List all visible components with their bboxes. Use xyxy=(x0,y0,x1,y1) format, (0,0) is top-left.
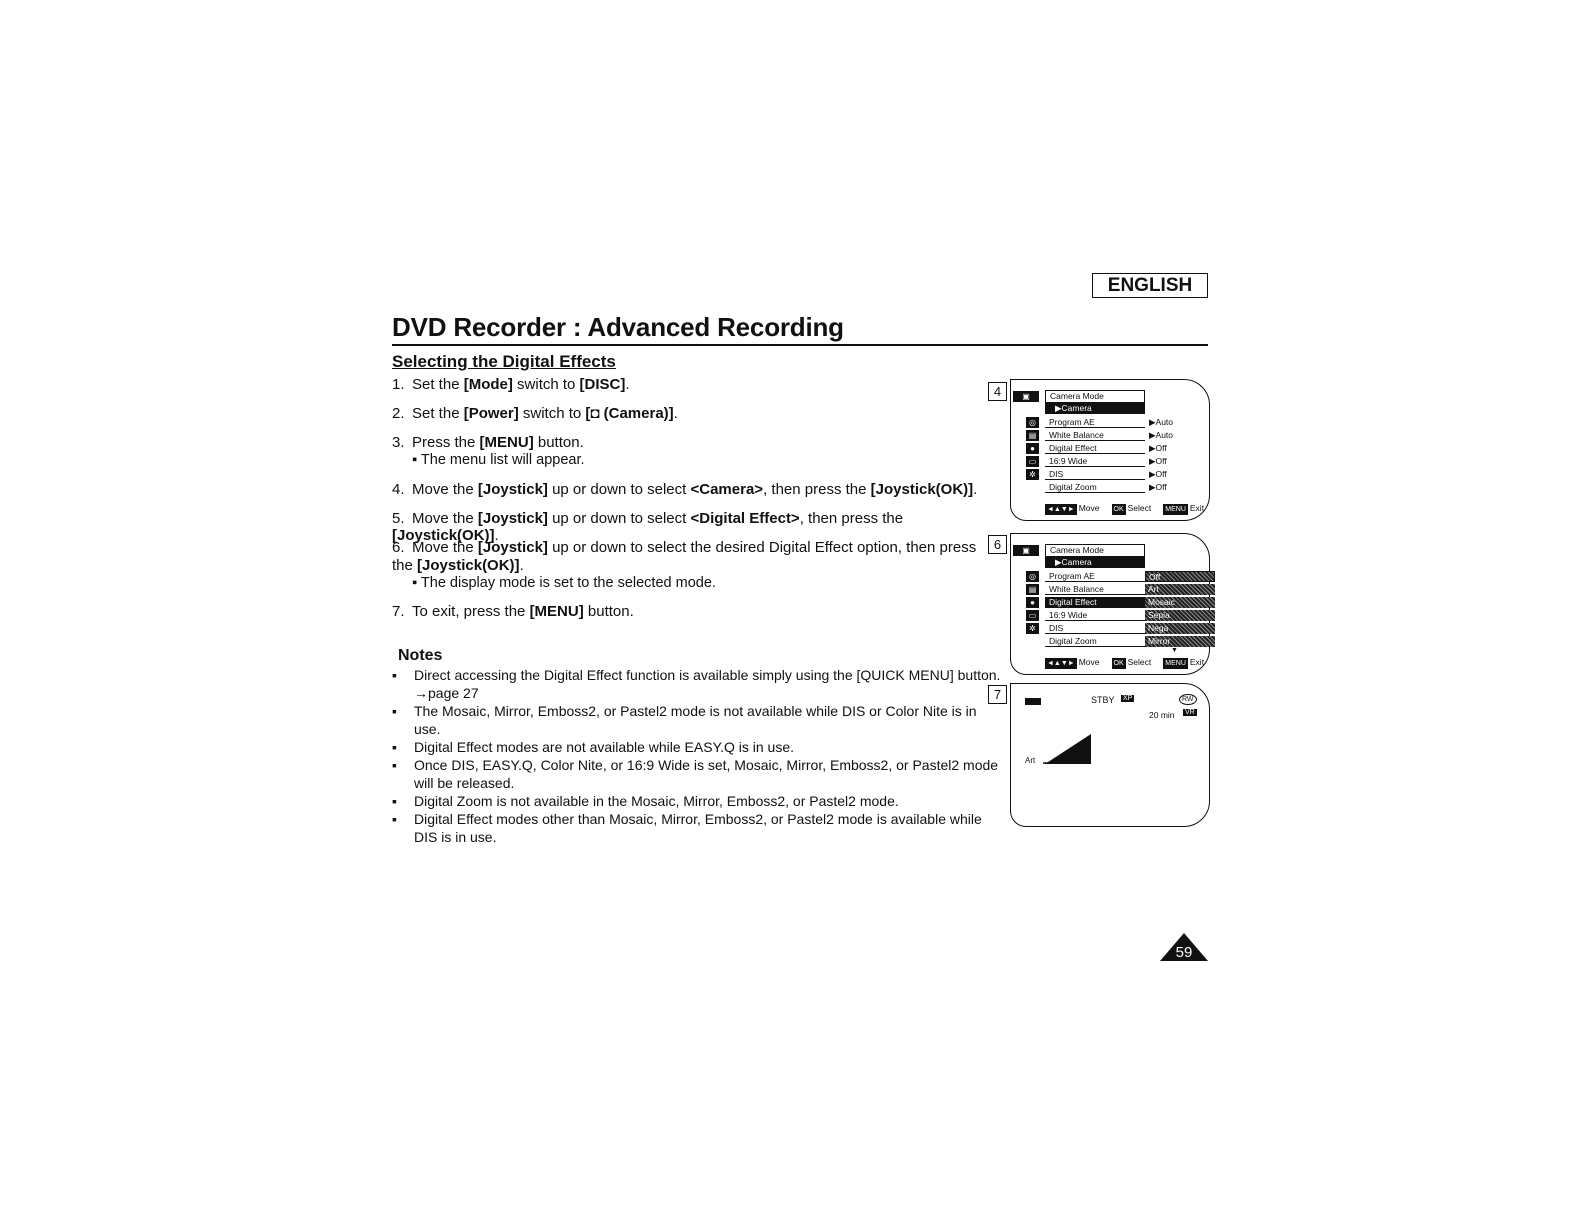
battery-icon xyxy=(1025,698,1041,705)
quality-badge: XP xyxy=(1123,695,1133,702)
menu-item: Digital Zoom xyxy=(1045,482,1145,493)
effect-indicator: Art xyxy=(1025,756,1036,765)
menu-item-value: ▶Off xyxy=(1149,456,1167,466)
vr-mode-badge: VR xyxy=(1185,709,1195,716)
menu-footer: ◄▲▼► Move OK Select MENU Exit xyxy=(1047,503,1205,513)
menu-item-value: ▶Auto xyxy=(1149,430,1174,440)
step-1: 1. Set the [Mode] switch to [DISC]. xyxy=(392,376,630,393)
menu-item: 16:9 Wide xyxy=(1045,456,1145,467)
program-ae-icon: ◎ xyxy=(1026,571,1039,582)
menu-item: DIS xyxy=(1045,469,1145,480)
menu-item: 16:9 Wide xyxy=(1045,610,1145,621)
step-6-subnote: ▪ The display mode is set to the selected mode. xyxy=(412,575,716,591)
step-3-subnote: ▪ The menu list will appear. xyxy=(412,452,585,468)
menu-item: DIS xyxy=(1045,623,1145,634)
step-7: 7. To exit, press the [MENU] button. xyxy=(392,603,634,620)
menu-item: Digital Zoom xyxy=(1045,636,1145,647)
effect-option: Sepia xyxy=(1145,610,1215,621)
pointer-arrow-icon xyxy=(1033,732,1093,772)
note-item: ▪ Digital Zoom is not available in the Mosaic, Mirror, Emboss2, or Pastel2 mode. xyxy=(392,793,899,809)
menu-item-value: ▶Off xyxy=(1149,482,1167,492)
wide-icon: ▭ xyxy=(1026,456,1039,467)
effect-option: Off xyxy=(1145,571,1215,582)
figure-4-label: 4 xyxy=(988,382,1007,401)
title-divider xyxy=(392,344,1208,346)
effect-option: Mirror xyxy=(1145,636,1215,647)
menu-item-value: ▶Off xyxy=(1149,443,1167,453)
white-balance-icon: ▤ xyxy=(1026,430,1039,441)
figure-6-label: 6 xyxy=(988,535,1007,554)
step-4: 4. Move the [Joystick] up or down to select <Camera>, then press the [Joystick(OK)]. xyxy=(392,481,978,498)
ok-key-icon: OK xyxy=(1113,506,1124,513)
menu-item: White Balance xyxy=(1045,584,1145,595)
scroll-down-icon: ▼ xyxy=(1171,647,1178,654)
menu-title: Camera Mode xyxy=(1045,544,1145,557)
menu-item-value: ▶Off xyxy=(1149,469,1167,479)
menu-footer: ◄▲▼► Move OK Select MENU Exit xyxy=(1047,657,1205,667)
menu-key-icon: MENU xyxy=(1165,506,1186,513)
figure-6-menu-screen xyxy=(1010,533,1210,675)
move-key-icon: ◄▲▼► xyxy=(1047,660,1075,667)
effect-option: Nega xyxy=(1145,623,1215,634)
move-key-icon: ◄▲▼► xyxy=(1047,506,1075,513)
step-3: 3. Press the [MENU] button. xyxy=(392,434,584,451)
camera-mode-icon: ▣ xyxy=(1013,391,1039,402)
ok-key-icon: OK xyxy=(1113,660,1124,667)
white-balance-icon: ▤ xyxy=(1026,584,1039,595)
section-subtitle: Selecting the Digital Effects xyxy=(392,352,616,371)
page-title: DVD Recorder : Advanced Recording xyxy=(392,312,844,342)
page-number: 59 xyxy=(1175,944,1193,961)
settings-icon: ✲ xyxy=(1026,469,1039,480)
note-item: ▪ The Mosaic, Mirror, Emboss2, or Pastel2 mode is not available while DIS or Color Nite is in use. xyxy=(392,703,977,737)
menu-selected-item: ▶Camera xyxy=(1045,557,1145,568)
step-6: 6. Move the [Joystick] up or down to select the desired Digital Effect option, then press the [Joystick(OK)]. xyxy=(392,539,977,574)
digital-effect-icon: ● xyxy=(1026,597,1039,608)
settings-icon: ✲ xyxy=(1026,623,1039,634)
disc-type-icon: RW xyxy=(1179,694,1197,705)
notes-title: Notes xyxy=(398,647,443,664)
effect-option: Mosaic xyxy=(1145,597,1215,608)
menu-item: Program AE xyxy=(1045,571,1145,582)
menu-item: Program AE xyxy=(1045,417,1145,428)
remaining-time: 20 min xyxy=(1149,710,1175,720)
figure-7-viewfinder-screen xyxy=(1010,683,1210,827)
menu-title: Camera Mode xyxy=(1045,390,1145,403)
note-item: ▪ Once DIS, EASY.Q, Color Nite, or 16:9 Wide is set, Mosaic, Mirror, Emboss2, or Pastel2 mode will be released. xyxy=(392,757,999,791)
menu-selected-item: ▶Camera xyxy=(1045,403,1145,414)
effect-option: Art xyxy=(1145,584,1215,595)
note-item: ▪ Digital Effect modes are not available while EASY.Q is in use. xyxy=(392,739,795,755)
language-label: ENGLISH xyxy=(1092,273,1208,298)
figure-4-menu-screen xyxy=(1010,379,1210,521)
camera-mode-icon: ▣ xyxy=(1013,545,1039,556)
note-item: ▪ Direct accessing the Digital Effect function is available simply using the [QUICK MENU] button. →page 27 xyxy=(392,667,1001,701)
step-5: 5. Move the [Joystick] up or down to select <Digital Effect>, then press the [Joystick(OK)]. xyxy=(392,510,904,544)
menu-item: Digital Effect xyxy=(1045,443,1145,454)
standby-status: STBY xyxy=(1091,695,1115,705)
note-item: ▪ Digital Effect modes other than Mosaic, Mirror, Emboss2, or Pastel2 mode is available while DIS is in use. xyxy=(392,811,982,845)
menu-item: White Balance xyxy=(1045,430,1145,441)
step-2: 2. Set the [Power] switch to [◘ (Camera)]. xyxy=(392,405,678,422)
program-ae-icon: ◎ xyxy=(1026,417,1039,428)
menu-item-highlighted: Digital Effect xyxy=(1045,597,1145,608)
wide-icon: ▭ xyxy=(1026,610,1039,621)
menu-key-icon: MENU xyxy=(1165,660,1186,667)
figure-7-label: 7 xyxy=(988,685,1007,704)
digital-effect-icon: ● xyxy=(1026,443,1039,454)
menu-item-value: ▶Auto xyxy=(1149,417,1174,427)
